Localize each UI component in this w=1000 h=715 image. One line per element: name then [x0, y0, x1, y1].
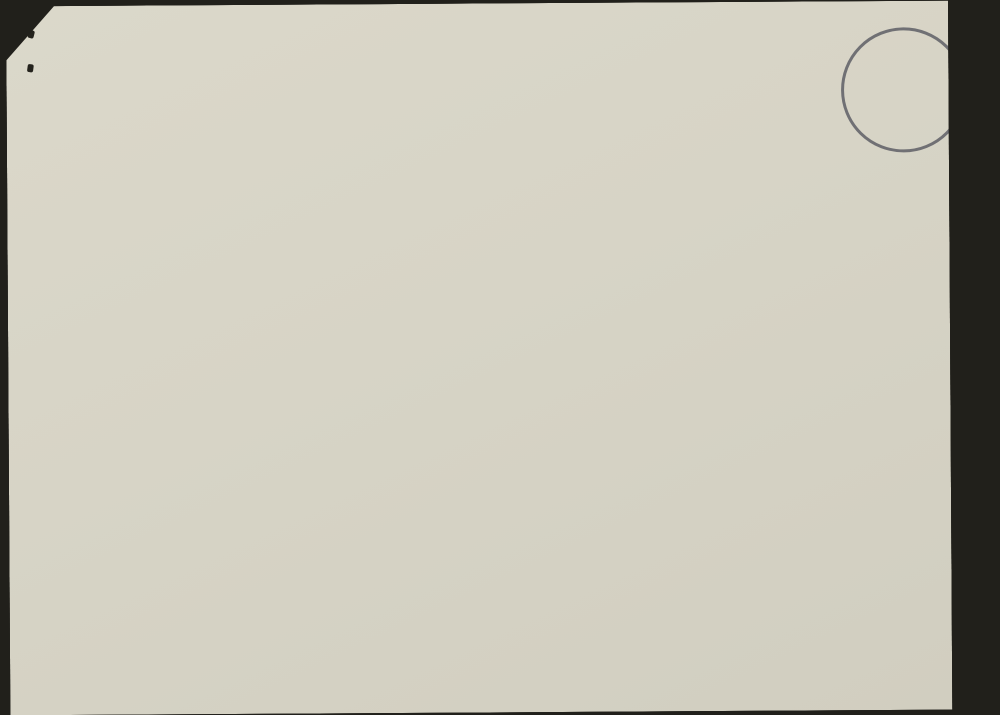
staple-hole-top [27, 30, 35, 39]
document-page [6, 1, 952, 715]
table-body [6, 1, 948, 7]
stamp-ring [842, 29, 965, 152]
staple-hole-bottom [27, 64, 34, 73]
liaison-stamp [818, 4, 989, 175]
